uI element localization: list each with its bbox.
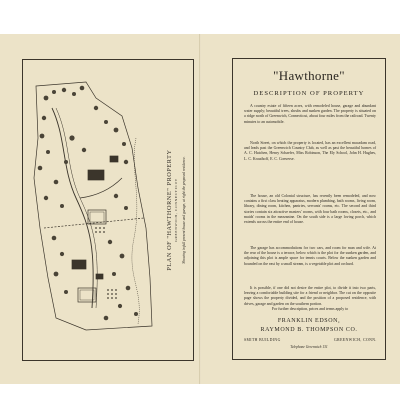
paragraph-house: The house, an old Colonial structure, has recently been remodeled, and now contains a first class heating apparatus, modern plumbing, bath rooms, living room, library, dining room, kitchen, pantries, servants' rooms, etc. The second and third stories contain six attractive masters' rooms, with four bath rooms, closets, etc., and maids' rooms in the mezzanine. On the south side is a large loving porch, which extends across the entire end of house. xyxy=(244,194,376,225)
center-fold xyxy=(199,34,201,384)
plan-caption xyxy=(162,66,190,354)
paragraph-garage: The garage has accommodations for two cars, and room for man and wife. At the rear of the house is a terrace, below which is the plot for the sunken garden, and adjoining this plot is ample space for tennis courts. Below the sunken garden and bounded on the east by a small stream, is a vegetable plot and orchard. xyxy=(244,246,376,266)
plan-note: Showing in full present house and garage, at right the proposed residence. xyxy=(182,156,186,264)
paragraph-division: It is possible, if one did not desire the entire plot, to divide it into two parts, leaving a comfortable building site for a friend or neighbor. The cut on the opposite page shows the property divided, and the position of a proposed residence, with drives, garage and garden on the southern portion. xyxy=(244,286,376,306)
agent-telephone: Telephone Greenwich 131 xyxy=(290,345,328,349)
plan-title: PLAN OF "HAWTHORNE" PROPERTY xyxy=(166,149,173,271)
description-heading: DESCRIPTION OF PROPERTY xyxy=(253,90,365,97)
agent-name: FRANKLIN EDSON, xyxy=(277,318,341,324)
paragraph-estate: A country estate of fifteen acres, with remodeled house, garage and abundant water supply; beautiful trees, shrubs and sunken garden. The property is situated on a ridge north of Greenwich, Connecticut, about four miles from the railroad. Twenty minutes to an automobile. xyxy=(244,104,376,124)
paragraph-location: North Street, on which the property is located, has an excellent macadam road, and leads past the Greenwich Country Club, as well as past the beautiful homes of A. C. Hutchen, Henry Schaefer, Miss Robinson, The Ely School, John H. Hughes, L. C. Krauthoff, E. C. Converse. xyxy=(244,141,376,161)
agent-address: SMITH BUILDING xyxy=(244,338,281,342)
paragraph-apply: For further description, prices and terms apply to xyxy=(271,307,349,311)
property-title: "Hawthorne" xyxy=(273,68,345,83)
property-plan-map xyxy=(26,78,162,340)
agent-town: GREENWICH, CONN. xyxy=(334,338,377,342)
agent-company: RAYMOND B. THOMPSON CO. xyxy=(260,327,358,333)
plan-location: GREENWICH, CONNECTICUT xyxy=(174,178,178,242)
